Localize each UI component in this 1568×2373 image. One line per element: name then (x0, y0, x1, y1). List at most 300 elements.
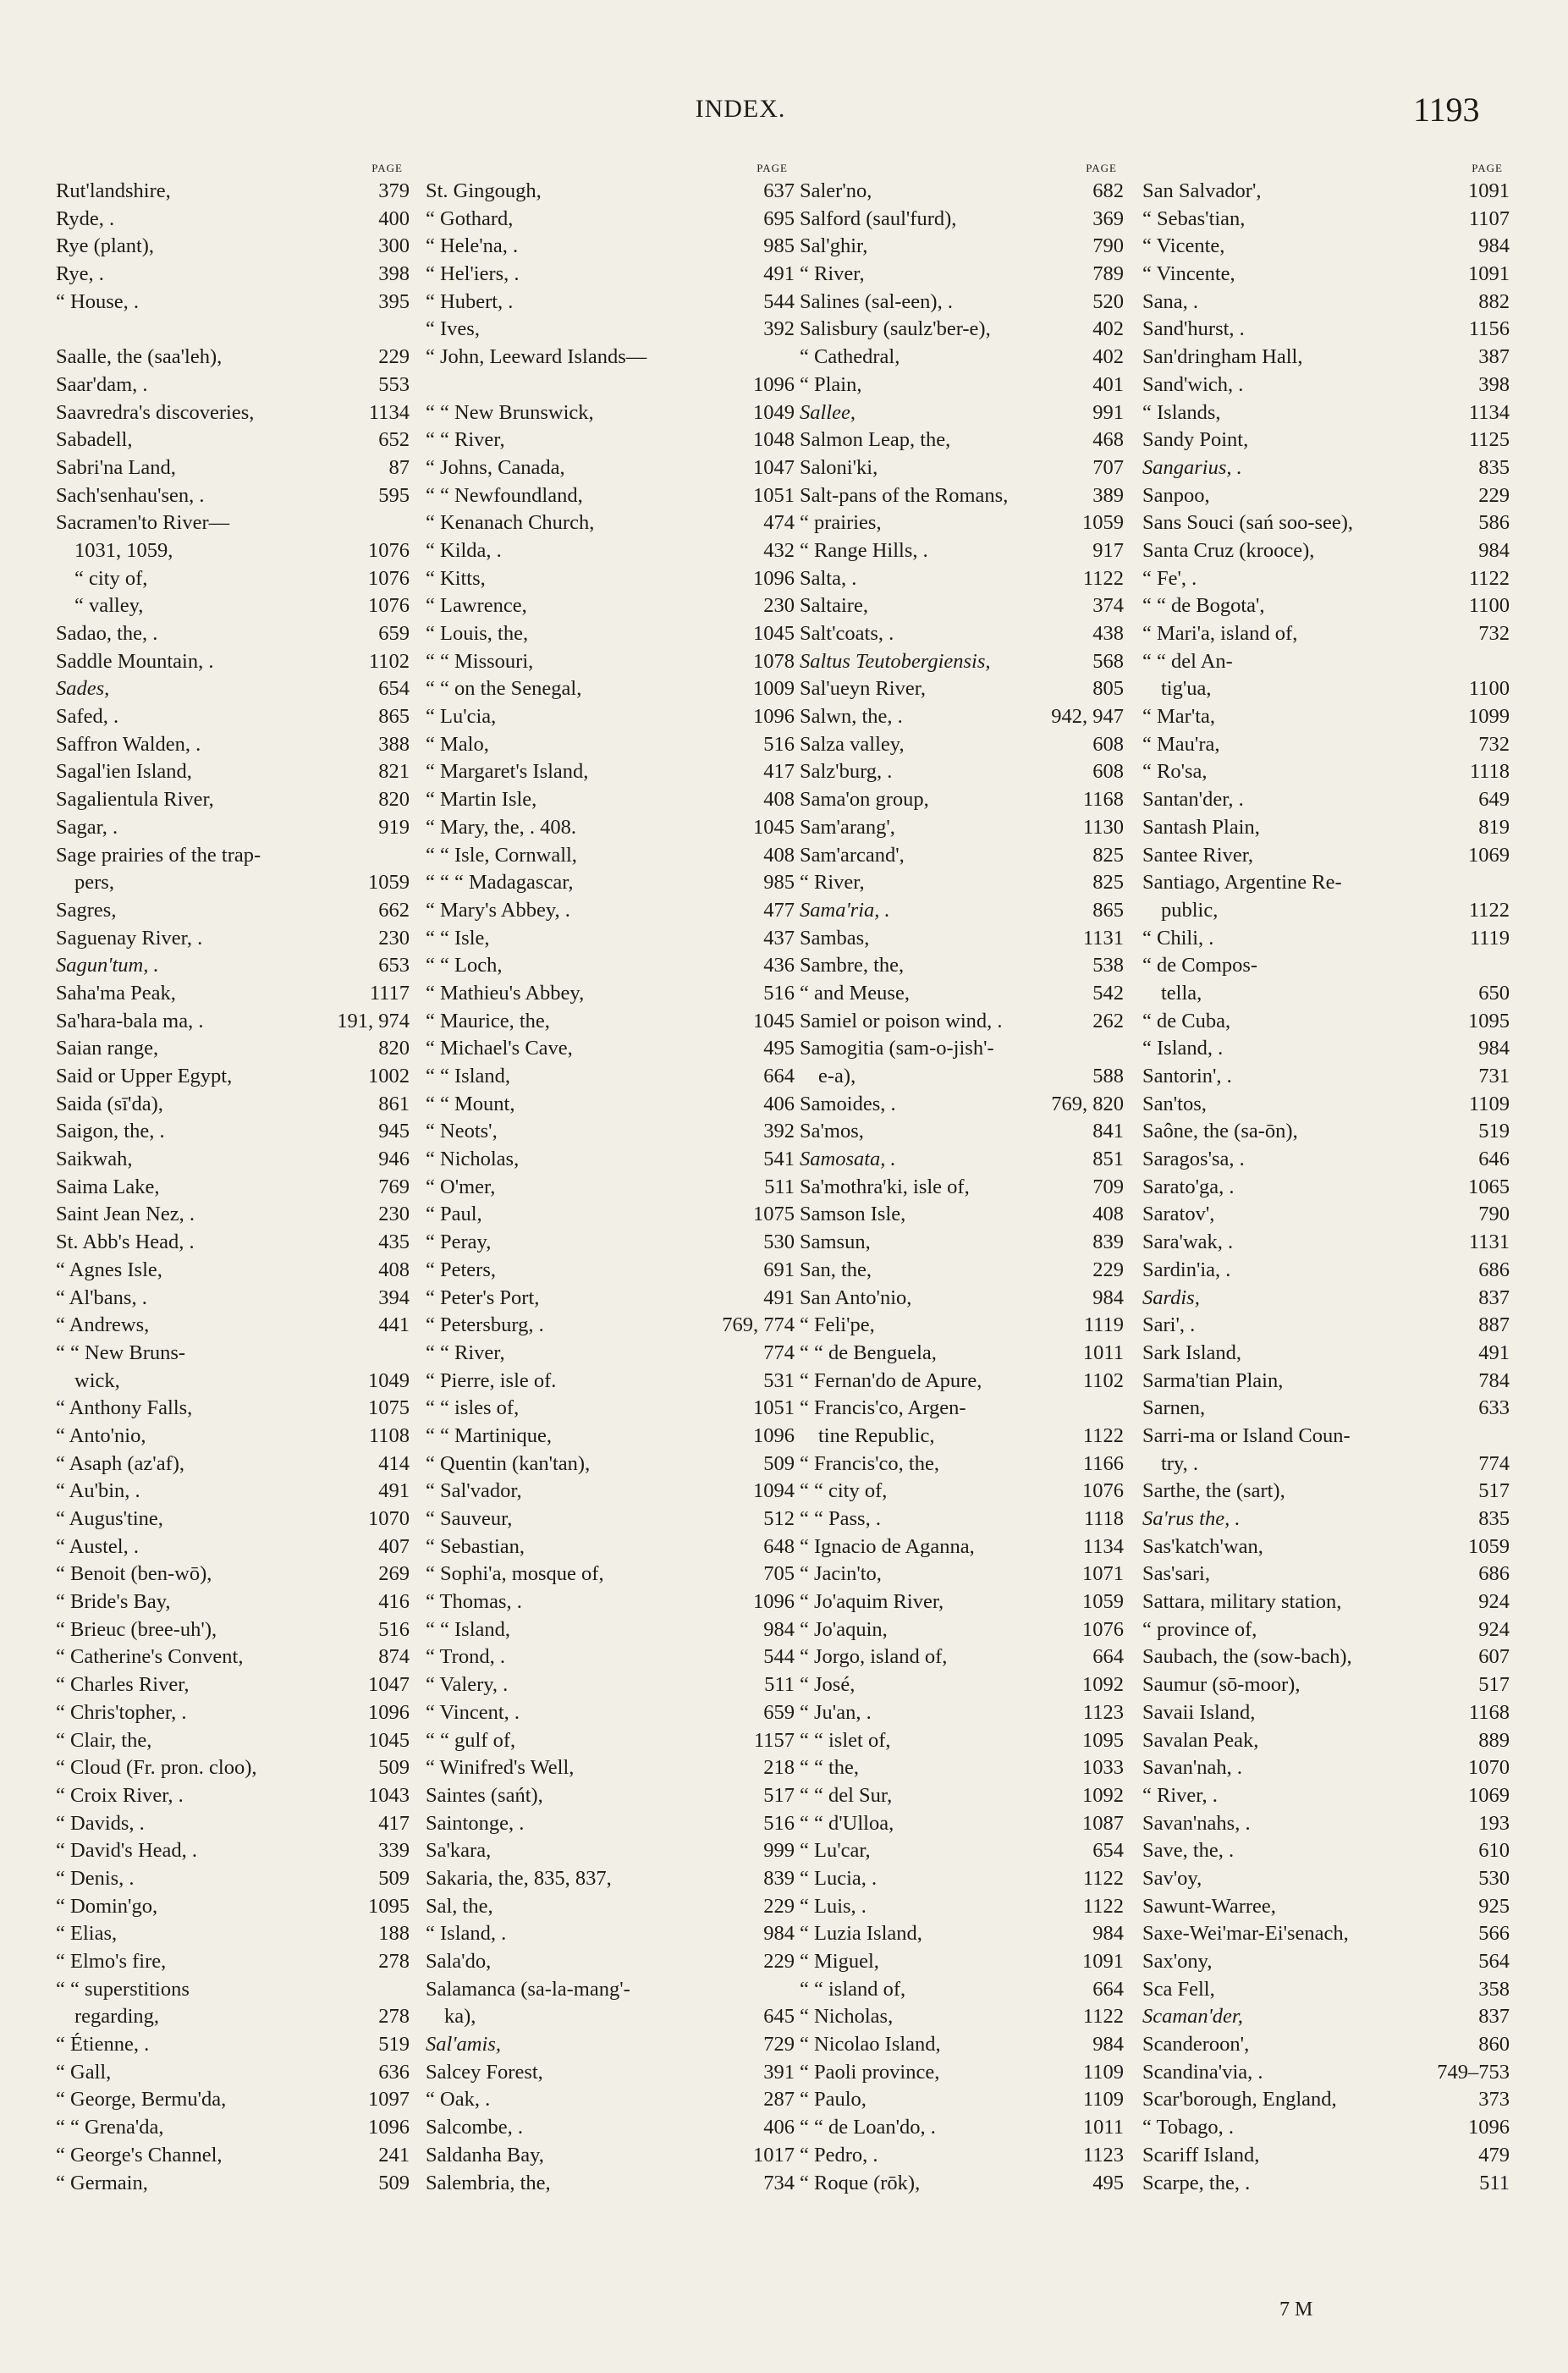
entry-page: 1049 (368, 1368, 410, 1392)
index-entry (56, 1588, 410, 1616)
entry-page: 839 (763, 1866, 795, 1890)
index-entry (426, 1643, 795, 1671)
entry-name: “ “ de Loan'do, . (800, 2116, 936, 2139)
entry-page: 588 (1092, 1065, 1124, 1087)
entry-page: 1100 (1468, 677, 1510, 701)
entry-name: “ city of, (74, 566, 148, 590)
index-entry (56, 1368, 410, 1396)
entry-page: 417 (378, 1811, 410, 1835)
index-entry (1142, 206, 1510, 234)
entry-page: 1108 (368, 1423, 410, 1447)
entry-name: “ Al'bans, . (56, 1286, 147, 1309)
index-entry (426, 1451, 795, 1478)
index-entry (800, 537, 1124, 565)
entry-page: 1017 (753, 2143, 795, 2167)
index-entry (800, 648, 1124, 676)
index-entry (426, 897, 795, 925)
entry-name: “ Nicholas, (426, 1148, 520, 1171)
index-entry (426, 1340, 795, 1368)
entry-page: 519 (378, 2033, 410, 2056)
index-entry (56, 1118, 410, 1146)
entry-name: “ River, . (1142, 1783, 1218, 1807)
index-entry (426, 1506, 795, 1533)
entry-page: 1065 (1468, 1175, 1510, 1198)
index-entry (800, 1893, 1124, 1921)
index-entry (426, 1782, 795, 1810)
page-column-label: PAGE (1086, 162, 1117, 174)
index-entry (1142, 1063, 1510, 1091)
entry-page: 942, 947 (1051, 705, 1124, 729)
entry-page: 1092 (1082, 1673, 1124, 1697)
entry-page: 479 (1478, 2143, 1510, 2167)
entry-name: “ Ignacio de Aganna, (800, 1534, 975, 1558)
index-entry (800, 1976, 1124, 2004)
entry-name: “ Chris'topher, . (56, 1700, 187, 1724)
index-entry (426, 178, 795, 206)
index-entry (1142, 1837, 1510, 1865)
index-entry (800, 2114, 1124, 2142)
entry-name: Scandina'via, . (1142, 2060, 1263, 2084)
entry-page: 1047 (753, 455, 795, 479)
entry-page: 821 (378, 760, 410, 784)
entry-page: 1123 (1082, 2143, 1124, 2167)
index-entry (800, 952, 1124, 980)
entry-page: 1109 (1082, 2060, 1124, 2084)
entry-name: Santorin', . (1142, 1065, 1232, 1087)
entry-name: Sabadell, (56, 428, 133, 452)
entry-page: 400 (378, 206, 410, 230)
index-entry (56, 2059, 410, 2087)
entry-name: “ Elmo's fire, (56, 1950, 167, 1973)
index-entry (1142, 178, 1510, 206)
entry-page: 1119 (1469, 926, 1510, 950)
page-column-label: PAGE (1472, 162, 1503, 174)
entry-page: 662 (378, 898, 410, 922)
index-entry (1142, 233, 1510, 261)
index-entry (800, 1920, 1124, 1948)
entry-page: 401 (1092, 372, 1124, 396)
index-entry (1142, 1782, 1510, 1810)
entry-page: 1096 (753, 1423, 795, 1447)
index-entry (1142, 1754, 1510, 1782)
entry-page: 874 (378, 1645, 410, 1669)
entry-page: 1059 (368, 871, 410, 895)
entry-page: 805 (1092, 677, 1124, 701)
entry-page: 193 (1478, 1811, 1510, 1835)
index-entry (56, 1561, 410, 1588)
entry-name: Sangarius, . (1142, 455, 1242, 479)
index-entry (800, 2059, 1124, 2087)
entry-name: Saintonge, . (426, 1811, 525, 1835)
entry-name: Scariff Island, (1142, 2143, 1260, 2167)
entry-page: 1156 (1468, 317, 1510, 341)
entry-name: “ Ro'sa, (1142, 760, 1208, 784)
entry-page: 1091 (1082, 1950, 1124, 1973)
entry-name: Sa'rus the, . (1142, 1507, 1241, 1530)
entry-name: “ Benoit (ben-wō), (56, 1562, 212, 1586)
page-number: 1193 (1413, 91, 1480, 129)
entry-name: 1031, 1059, (74, 538, 173, 562)
entry-name: “ province of, (1142, 1617, 1257, 1641)
index-entry (426, 869, 795, 897)
entry-name: Salt-pans of the Romans, (800, 483, 1009, 507)
index-entry (426, 648, 795, 676)
index-entry (56, 482, 410, 510)
entry-page: 512 (763, 1507, 795, 1530)
index-entry (1142, 482, 1510, 510)
entry-name: Sarri-ma or Island Coun- (1142, 1423, 1351, 1447)
entry-page: 586 (1478, 511, 1510, 535)
entry-name: “ Thomas, . (426, 1590, 522, 1614)
index-entry (1142, 1893, 1510, 1921)
index-entry (56, 1671, 410, 1699)
index-entry (1142, 1451, 1510, 1478)
entry-name: Savaii Island, (1142, 1700, 1256, 1724)
index-entry (800, 1008, 1124, 1036)
index-entry (426, 1671, 795, 1699)
index-entry (800, 1451, 1124, 1478)
entry-name: Salisbury (saulz'ber-e), (800, 317, 991, 341)
entry-page: 769, 820 (1051, 1092, 1124, 1115)
entry-page: 530 (1478, 1866, 1510, 1890)
index-entry (1142, 537, 1510, 565)
entry-page: 659 (763, 1700, 795, 1724)
index-entry (426, 1616, 795, 1644)
entry-name: “ John, Leeward Islands— (426, 345, 647, 369)
index-entry (426, 2031, 795, 2059)
index-entry (1142, 1920, 1510, 1948)
entry-page: 517 (1478, 1479, 1510, 1503)
entry-name: Savalan Peak, (1142, 1728, 1259, 1752)
entry-name: “ “ del Sur, (800, 1783, 893, 1807)
entry-name: Sal, the, (426, 1894, 493, 1918)
entry-page: 1168 (1468, 1700, 1510, 1724)
entry-page: 369 (1092, 206, 1124, 230)
entry-name: Santa Cruz (krooce), (1142, 538, 1315, 562)
index-entry (56, 1643, 410, 1671)
entry-page: 379 (378, 179, 410, 202)
entry-page: 388 (378, 732, 410, 756)
entry-page: 408 (1092, 1203, 1124, 1226)
entry-name: Salcombe, . (426, 2116, 523, 2139)
index-entry (56, 1312, 410, 1340)
entry-name: Saida (sī'da), (56, 1092, 163, 1115)
entry-page: 474 (763, 511, 795, 535)
entry-name: “ “ Island, (426, 1065, 510, 1087)
entry-name: Scar'borough, England, (1142, 2088, 1337, 2111)
entry-page: 495 (1092, 2171, 1124, 2194)
entry-name: “ Vincent, . (426, 1700, 520, 1724)
entry-name: “ Sauveur, (426, 1507, 513, 1530)
entry-page: 414 (378, 1451, 410, 1475)
entry-page: 1134 (368, 400, 410, 424)
entry-page: 402 (1092, 345, 1124, 369)
entry-page: 924 (1478, 1617, 1510, 1641)
entry-page: 408 (763, 843, 795, 867)
entry-name: “ Island, . (426, 1922, 507, 1946)
entry-page: 262 (1092, 1009, 1124, 1032)
entry-name: Saler'no, (800, 179, 872, 202)
index-entry (56, 1948, 410, 1976)
index-entry (56, 814, 410, 842)
entry-page: 820 (378, 788, 410, 812)
index-entry (426, 1174, 795, 1202)
entry-page: 229 (763, 1894, 795, 1918)
entry-name: “ “ del An- (1142, 649, 1233, 673)
entry-name: “ Mau'ra, (1142, 732, 1220, 756)
entry-page: 408 (763, 788, 795, 812)
entry-name: “ Paul, (426, 1203, 482, 1226)
index-entry (56, 980, 410, 1008)
index-entry (800, 1201, 1124, 1229)
index-entry (800, 399, 1124, 427)
entry-name: “ Ju'an, . (800, 1700, 872, 1724)
index-entry (800, 1865, 1124, 1893)
entry-page: 653 (378, 954, 410, 977)
entry-name: “ “ island of, (800, 1977, 906, 2001)
entry-page: 1122 (1082, 1866, 1124, 1890)
entry-page: 889 (1478, 1728, 1510, 1752)
entry-name: Salt'coats, . (800, 622, 894, 645)
index-entry (1142, 1616, 1510, 1644)
entry-name: San, the, (800, 1258, 872, 1281)
entry-name: “ “ “ Madagascar, (426, 871, 574, 895)
entry-page: 945 (378, 1120, 410, 1143)
entry-page: 608 (1092, 760, 1124, 784)
index-entry (1142, 1229, 1510, 1257)
entry-page: 287 (763, 2088, 795, 2111)
index-entry (56, 537, 410, 565)
entry-page: 520 (1092, 289, 1124, 313)
entry-page: 607 (1478, 1645, 1510, 1669)
index-entry (800, 1340, 1124, 1368)
index-entry (800, 1754, 1124, 1782)
entry-name: Sal'ghir, (800, 234, 868, 258)
entry-name: Rye (plant), (56, 234, 155, 258)
entry-page: 610 (1478, 1839, 1510, 1863)
entry-page: 1078 (753, 649, 795, 673)
entry-name: San Anto'nio, (800, 1286, 912, 1309)
entry-name: Said or Upper Egypt, (56, 1065, 233, 1087)
entry-name: “ Gall, (56, 2060, 112, 2084)
entry-name: tella, (1161, 981, 1202, 1005)
entry-name: Scaman'der, (1142, 2005, 1243, 2029)
entry-name: Sand'wich, . (1142, 372, 1244, 396)
entry-page: 649 (1478, 788, 1510, 812)
entry-page: 645 (763, 2005, 795, 2029)
entry-name: Sas'katch'wan, (1142, 1534, 1263, 1558)
entry-name: Sagalientula River, (56, 788, 214, 812)
entry-name: “ valley, (74, 594, 144, 618)
entry-name: Scarpe, the, . (1142, 2171, 1251, 2194)
entry-name: Sarato'ga, . (1142, 1175, 1235, 1198)
index-entry (1142, 1699, 1510, 1727)
index-entry (800, 980, 1124, 1008)
index-entry (800, 1533, 1124, 1561)
entry-page: 1091 (1468, 179, 1510, 202)
entry-name: Sagal'ien Island, (56, 760, 192, 784)
entry-name: “ José, (800, 1673, 856, 1697)
entry-name: Samosata, . (800, 1148, 896, 1171)
entry-name: “ Peter's Port, (426, 1286, 540, 1309)
index-entry (1142, 814, 1510, 842)
index-entry (426, 980, 795, 1008)
entry-page: 882 (1478, 289, 1510, 313)
entry-name: Sarthe, the (sart), (1142, 1479, 1285, 1503)
entry-page: 402 (1092, 317, 1124, 341)
index-entry (56, 427, 410, 454)
entry-name: Saguenay River, . (56, 926, 203, 950)
index-entry (56, 2031, 410, 2059)
entry-name: Sawunt-Warree, (1142, 1894, 1276, 1918)
entry-name: Sambre, the, (800, 954, 905, 977)
index-entry (56, 1506, 410, 1533)
index-entry (56, 1257, 410, 1285)
entry-page: 790 (1092, 234, 1124, 258)
entry-page: 1119 (1083, 1313, 1124, 1337)
entry-page: 1168 (1082, 788, 1124, 812)
entry-page: 1109 (1082, 2088, 1124, 2111)
index-entry (800, 2170, 1124, 2198)
entry-name: Sala'do, (426, 1950, 492, 1973)
index-entry (426, 2086, 795, 2114)
index-entry (800, 1506, 1124, 1533)
entry-name: “ Bride's Bay, (56, 1590, 171, 1614)
index-entry (426, 233, 795, 261)
entry-name: “ “ de Benguela, (800, 1341, 937, 1364)
index-entry (1142, 1395, 1510, 1423)
index-entry (56, 178, 410, 206)
entry-page: 511 (764, 1673, 795, 1697)
entry-page: 686 (1478, 1562, 1510, 1586)
entry-page: 1051 (753, 1396, 795, 1420)
index-entry (800, 1063, 1124, 1091)
index-entry (800, 1118, 1124, 1146)
entry-name: “ “ Newfoundland, (426, 483, 583, 507)
entry-page: 229 (1092, 1258, 1124, 1281)
entry-page: 984 (1478, 538, 1510, 562)
index-entry (800, 620, 1124, 648)
entry-name: Saddle Mountain, . (56, 649, 214, 673)
entry-name: “ “ on the Senegal, (426, 677, 582, 701)
index-entry (426, 592, 795, 620)
index-entry (1142, 1008, 1510, 1036)
entry-name: “ Mari'a, island of, (1142, 622, 1298, 645)
entry-name: Sacramen'to River— (56, 511, 230, 535)
entry-page: 441 (378, 1313, 410, 1337)
entry-name: “ Luzia Island, (800, 1922, 922, 1946)
index-entry (426, 1257, 795, 1285)
entry-page: 1045 (753, 622, 795, 645)
index-entry (56, 1865, 410, 1893)
entry-name: Sa'kara, (426, 1839, 492, 1863)
entry-page: 1045 (368, 1728, 410, 1752)
index-entry (426, 1948, 795, 1976)
entry-page: 861 (378, 1092, 410, 1115)
entry-page: 731 (1478, 1065, 1510, 1087)
index-entry (56, 592, 410, 620)
entry-name: regarding, (74, 2005, 159, 2029)
entry-page: 825 (1092, 871, 1124, 895)
entry-page: 406 (763, 1092, 795, 1115)
entry-page: 188 (378, 1922, 410, 1946)
index-entry (1142, 372, 1510, 399)
entry-page: 686 (1478, 1258, 1510, 1281)
entry-name: “ de Compos- (1142, 954, 1258, 977)
entry-name: Sam'arcand', (800, 843, 905, 867)
entry-page: 919 (378, 815, 410, 839)
index-entry (56, 1976, 410, 2004)
entry-page: 417 (763, 760, 795, 784)
index-entry (1142, 1533, 1510, 1561)
entry-name: Sakaria, the, 835, 837, (426, 1866, 612, 1890)
index-entry (1142, 786, 1510, 814)
entry-name: Santash Plain, (1142, 815, 1260, 839)
entry-name: “ Andrews, (56, 1313, 150, 1337)
entry-page: 707 (1092, 455, 1124, 479)
entry-page: 1075 (368, 1396, 410, 1420)
index-entry (800, 206, 1124, 234)
entry-name: Save, the, . (1142, 1839, 1235, 1863)
index-entry (800, 482, 1124, 510)
entry-page: 1118 (1083, 1507, 1124, 1530)
index-column-4 (1142, 159, 1510, 2197)
index-entry (56, 648, 410, 676)
entry-name: “ Denis, . (56, 1866, 135, 1890)
index-entry (426, 261, 795, 289)
index-entry (800, 1588, 1124, 1616)
index-entry (1142, 565, 1510, 593)
entry-name: Saint Jean Nez, . (56, 1203, 195, 1226)
entry-page: 406 (763, 2116, 795, 2139)
index-entry (426, 1201, 795, 1229)
entry-name: “ Davids, . (56, 1811, 145, 1835)
entry-name: Saltus Teutobergiensis, (800, 649, 991, 673)
index-entry (56, 1423, 410, 1451)
entry-page: 654 (1092, 1839, 1124, 1863)
entry-page: 1096 (368, 1700, 410, 1724)
index-entry (426, 842, 795, 870)
index-entry (1142, 758, 1510, 786)
entry-name: “ Augus'tine, (56, 1507, 163, 1530)
index-entry (426, 1229, 795, 1257)
index-column-3 (800, 159, 1124, 2197)
entry-page: 695 (763, 206, 795, 230)
entry-name: “ Lu'car, (800, 1839, 871, 1863)
entry-page: 1076 (368, 566, 410, 590)
entry-name: Salford (saul'furd), (800, 206, 957, 230)
index-entry (426, 1561, 795, 1588)
index-entry (800, 1229, 1124, 1257)
entry-page: 241 (378, 2143, 410, 2167)
entry-page: 1059 (1082, 511, 1124, 535)
entry-page: 1076 (1082, 1617, 1124, 1641)
entry-page: 1122 (1082, 1894, 1124, 1918)
entry-name: Samoides, . (800, 1092, 896, 1115)
entry-page: 984 (1092, 1922, 1124, 1946)
entry-page: 544 (763, 1645, 795, 1669)
entry-name: “ “ superstitions (56, 1977, 190, 2001)
entry-name: Saratov', (1142, 1203, 1215, 1226)
entry-page: 392 (763, 317, 795, 341)
entry-name: “ and Meuse, (800, 981, 910, 1005)
entry-page: 769, 774 (722, 1313, 795, 1337)
index-entry (800, 1727, 1124, 1755)
index-entry (56, 261, 410, 289)
index-entry (1142, 1976, 1510, 2004)
entry-page: 517 (1478, 1673, 1510, 1697)
entry-name: Sanpoo, (1142, 483, 1210, 507)
